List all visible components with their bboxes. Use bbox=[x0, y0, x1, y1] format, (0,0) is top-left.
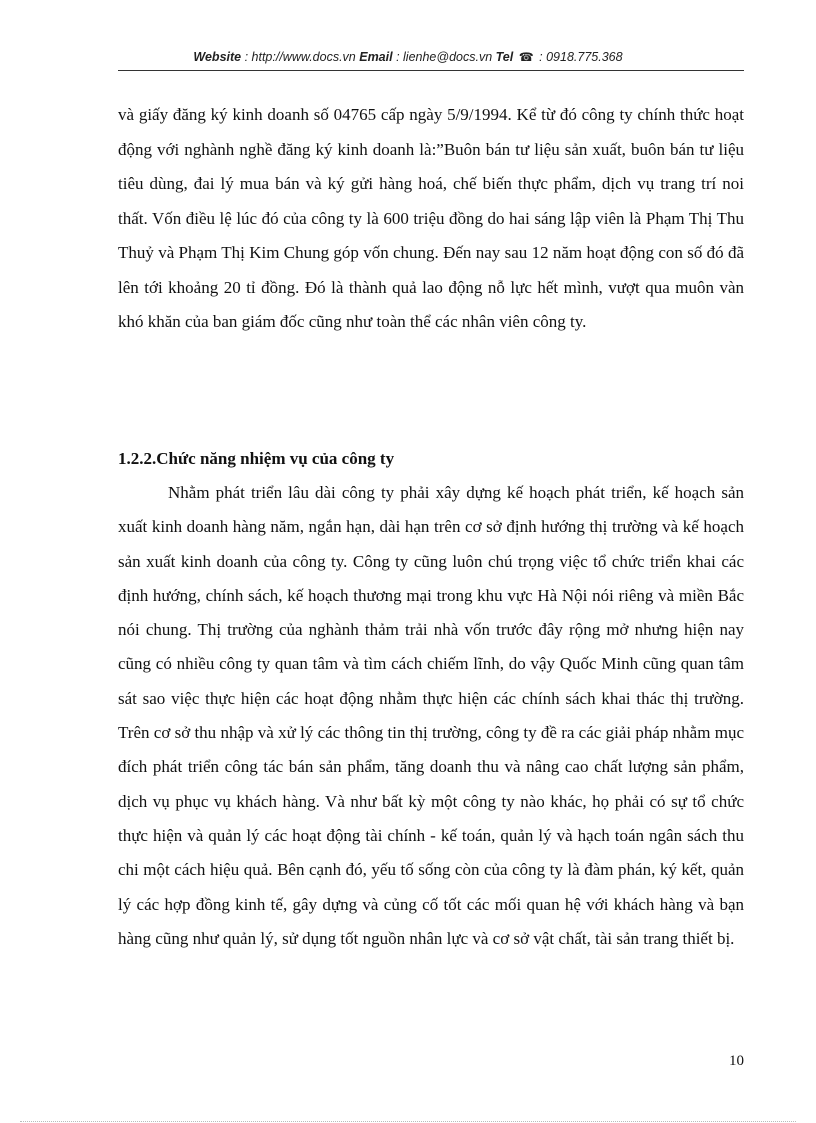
page-header bbox=[0, 50, 816, 64]
email-address[interactable]: lienhe@docs.vn bbox=[403, 50, 493, 64]
website-label: Website bbox=[193, 50, 242, 64]
header-divider bbox=[118, 70, 744, 71]
email-sep: : bbox=[392, 50, 404, 64]
body-text-bottom bbox=[118, 476, 744, 956]
tel-label: Tel bbox=[495, 50, 514, 64]
website-url[interactable]: http://www.docs.vn bbox=[251, 50, 356, 64]
section-heading: 1.2.2.Chức năng nhiệm vụ của công ty bbox=[118, 449, 395, 468]
body-text-top bbox=[118, 98, 744, 340]
paragraph-company-history: và giấy đăng ký kinh doanh số 04765 cấp ngày 5/9/1994. Kể từ đó công ty chính thức hoạt động với nghành nghề đăng ký kinh doanh là:”Buôn bán tư liệu sản xuất, buôn bán tư liệu tiêu dùng, đai lý mua bán và ký gửi hàng hoá, chế biến thực phẩm, dịch vụ trang trí noi thất. Vốn điều lệ lúc đó của công ty là 600 triệu đồng do hai sáng lập viên là Phạm Thị Thu Thuỷ và Phạm Thị Kim Chung góp vốn chung. Đến nay sau 12 năm hoạt động con số đó đã lên tới khoảng 20 tỉ đồng. Đó là thành quả lao động nỗ lực hết mình, vượt qua muôn vàn khó khăn của ban giám đốc cũng như toàn thể các nhân viên công ty. bbox=[118, 105, 744, 331]
tel-number: : 0918.775.368 bbox=[535, 50, 623, 64]
phone-icon: ☎ bbox=[518, 50, 534, 64]
email-label: Email bbox=[359, 50, 393, 64]
website-sep: : bbox=[241, 50, 252, 64]
paragraph-functions-duties: Nhằm phát triển lâu dài công ty phải xây dựng kế hoạch phát triển, kế hoạch sản xuất kinh doanh hàng năm, ngắn hạn, dài hạn trên cơ sở định hướng thị trường và kế hoạch sản xuất kinh doanh của công ty. Công ty cũng luôn chú trọng việc tổ chức triển khai các định hướng, chính sách, kế hoạch thương mại trong khu vực Hà Nội nói riêng và miền Bắc nói chung. Thị trường của nghành thảm trải nhà vốn trước đây rộng mở nhưng hiện nay cũng có nhiều công ty quan tâm và tìm cách chiếm lĩnh, do vậy Quốc Minh cũng quan tâm sát sao việc thực hiện các hoạt động nhằm thực hiện các chính sách khai thác thị trường. Trên cơ sở thu nhập và xử lý các thông tin thị trường, công ty đề ra các giải pháp nhằm mục đích phát triển công tác bán sản phẩm, tăng doanh thu và nâng cao chất lượng sản phẩm, dịch vụ phục vụ khách hàng. Và như bất kỳ một công ty nào khác, họ phải có sự tổ chức thực hiện và quản lý các hoạt động tài chính - kế toán, quản lý và hạch toán ngân sách thu chi một cách hiệu quả. Bên cạnh đó, yếu tố sống còn của công ty là đàm phán, ký kết, quản lý các hợp đồng kinh tế, gây dựng và củng cố tốt các mối quan hệ với khách hàng và bạn hàng cũng như quản lý, sử dụng tốt nguồn nhân lực và cơ sở vật chất, tài sản trang thiết bị. bbox=[118, 483, 744, 948]
page-number: 10 bbox=[729, 1053, 744, 1069]
footer-divider bbox=[20, 1121, 796, 1122]
